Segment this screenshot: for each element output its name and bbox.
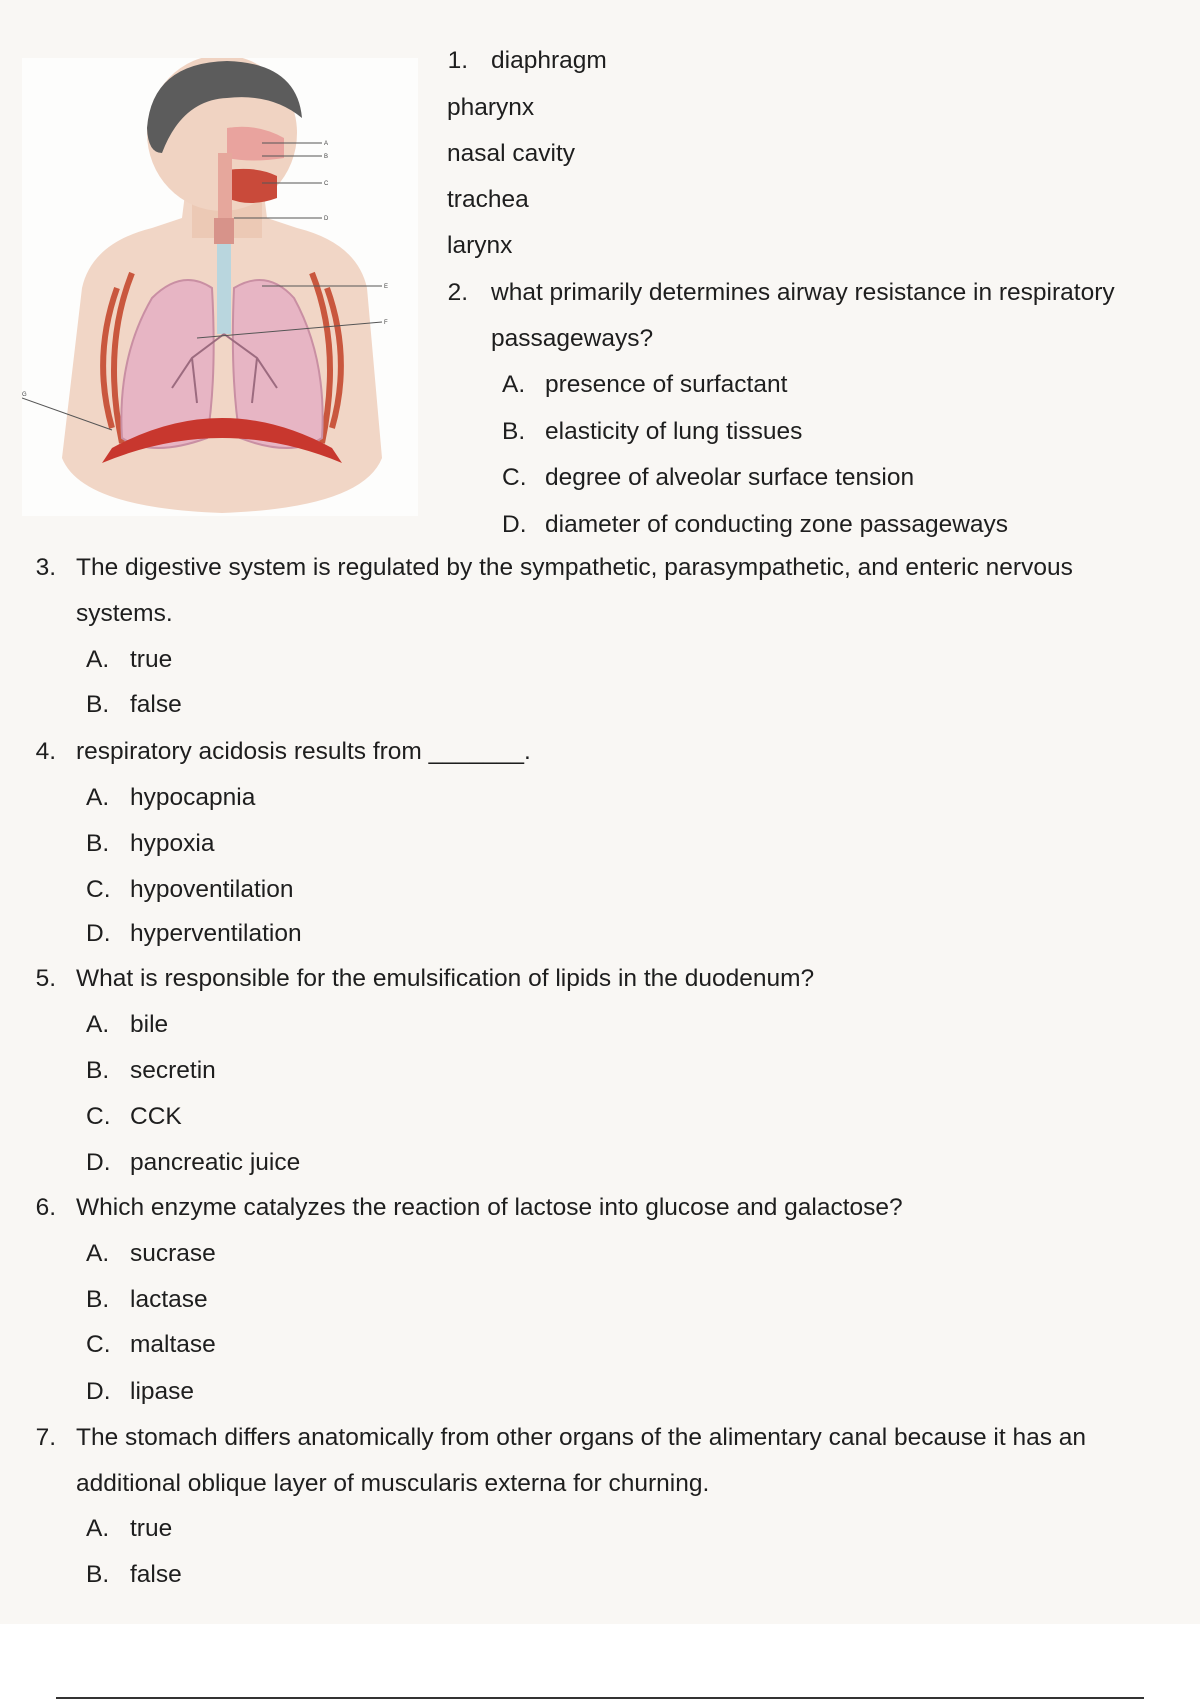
- question-5-option-b-letter[interactable]: B.: [86, 1057, 110, 1084]
- oral-cavity-shape: [227, 169, 277, 203]
- question-2-option-d[interactable]: diameter of conducting zone passageways: [545, 511, 1009, 538]
- leader-letter-a: A: [324, 141, 329, 147]
- larynx-shape: [214, 218, 234, 244]
- question-2-option-c[interactable]: degree of alveolar surface tension: [545, 464, 915, 491]
- question-3-text-line-2: systems.: [76, 600, 173, 627]
- question-7-text-line-1: The stomach differs anatomically from other organs of the alimentary canal because it has an: [76, 1424, 1087, 1451]
- page-bottom-band: [0, 1624, 1200, 1700]
- respiratory-system-figure: [22, 58, 418, 516]
- question-4-option-c-letter[interactable]: C.: [86, 876, 111, 903]
- question-4-option-b[interactable]: hypoxia: [130, 830, 215, 857]
- question-7-option-b[interactable]: false: [130, 1561, 182, 1588]
- question-1-line-1: diaphragm: [491, 47, 607, 74]
- question-1-number: 1.: [447, 47, 468, 74]
- question-3-option-b-letter[interactable]: B.: [86, 691, 110, 718]
- question-4-option-d-letter[interactable]: D.: [86, 920, 111, 947]
- leader-letter-d: D: [324, 216, 329, 222]
- question-7-text-line-2: additional oblique layer of muscularis externa for churning.: [76, 1470, 710, 1497]
- question-4-option-b-letter[interactable]: B.: [86, 830, 110, 857]
- question-5-option-b[interactable]: secretin: [130, 1057, 216, 1084]
- question-6-number: 6.: [35, 1194, 56, 1221]
- question-5-option-a-letter[interactable]: A.: [86, 1011, 110, 1038]
- question-5-number: 5.: [35, 965, 56, 992]
- trachea-shape: [217, 244, 231, 334]
- leader-letter-c: C: [324, 181, 329, 187]
- question-4-option-d[interactable]: hyperventilation: [130, 920, 302, 947]
- question-2-text-line-1: what primarily determines airway resistance in respiratory: [491, 279, 1115, 306]
- question-4-option-c[interactable]: hypoventilation: [130, 876, 294, 903]
- question-3-number: 3.: [35, 554, 56, 581]
- leader-letter-b: B: [324, 154, 329, 160]
- leader-letter-e: E: [384, 284, 389, 290]
- question-6-option-a[interactable]: sucrase: [130, 1240, 216, 1267]
- question-6-option-c-letter[interactable]: C.: [86, 1331, 111, 1358]
- question-4-option-a-letter[interactable]: A.: [86, 784, 110, 811]
- question-2-text-line-2: passageways?: [491, 325, 654, 352]
- question-6-option-d-letter[interactable]: D.: [86, 1378, 111, 1405]
- question-5-option-c-letter[interactable]: C.: [86, 1103, 111, 1130]
- question-1-line-5: larynx: [447, 232, 513, 259]
- question-7-number: 7.: [35, 1424, 56, 1451]
- question-4-number: 4.: [35, 738, 56, 765]
- question-2-option-a-letter[interactable]: A.: [502, 371, 526, 398]
- question-7-option-a-letter[interactable]: A.: [86, 1515, 110, 1542]
- question-2-option-d-letter[interactable]: D.: [502, 511, 527, 538]
- question-1-line-2: pharynx: [447, 94, 535, 121]
- respiratory-system-illustration: [22, 58, 418, 516]
- leader-letter-g: G: [22, 392, 27, 398]
- question-6-option-c[interactable]: maltase: [130, 1331, 216, 1358]
- question-3-option-a-letter[interactable]: A.: [86, 646, 110, 673]
- question-2-option-c-letter[interactable]: C.: [502, 464, 527, 491]
- leader-letter-f: F: [384, 320, 388, 326]
- question-1-line-4: trachea: [447, 186, 529, 213]
- question-4-option-a[interactable]: hypocapnia: [130, 784, 256, 811]
- question-2-option-a[interactable]: presence of surfactant: [545, 371, 788, 398]
- question-2-option-b[interactable]: elasticity of lung tissues: [545, 418, 803, 445]
- question-5-option-d[interactable]: pancreatic juice: [130, 1149, 301, 1176]
- question-3-text-line-1: The digestive system is regulated by the sympathetic, parasympathetic, and enteric nervous: [76, 554, 1073, 581]
- question-2-option-b-letter[interactable]: B.: [502, 418, 526, 445]
- question-5-text: What is responsible for the emulsification of lipids in the duodenum?: [76, 965, 815, 992]
- question-3-option-b[interactable]: false: [130, 691, 182, 718]
- question-7-option-a[interactable]: true: [130, 1515, 173, 1542]
- question-5-option-c[interactable]: CCK: [130, 1103, 182, 1130]
- question-2-number: 2.: [447, 279, 468, 306]
- question-6-option-a-letter[interactable]: A.: [86, 1240, 110, 1267]
- question-4-text: respiratory acidosis results from _______.: [76, 738, 531, 765]
- pharynx-shape: [218, 153, 232, 223]
- footer-divider: [56, 1697, 1144, 1699]
- question-6-option-b-letter[interactable]: B.: [86, 1286, 110, 1313]
- question-6-text: Which enzyme catalyzes the reaction of lactose into glucose and galactose?: [76, 1194, 903, 1221]
- question-5-option-d-letter[interactable]: D.: [86, 1149, 111, 1176]
- question-5-option-a[interactable]: bile: [130, 1011, 169, 1038]
- question-3-option-a[interactable]: true: [130, 646, 173, 673]
- question-1-line-3: nasal cavity: [447, 140, 576, 167]
- question-6-option-b[interactable]: lactase: [130, 1286, 208, 1313]
- question-7-option-b-letter[interactable]: B.: [86, 1561, 110, 1588]
- question-6-option-d[interactable]: lipase: [130, 1378, 195, 1405]
